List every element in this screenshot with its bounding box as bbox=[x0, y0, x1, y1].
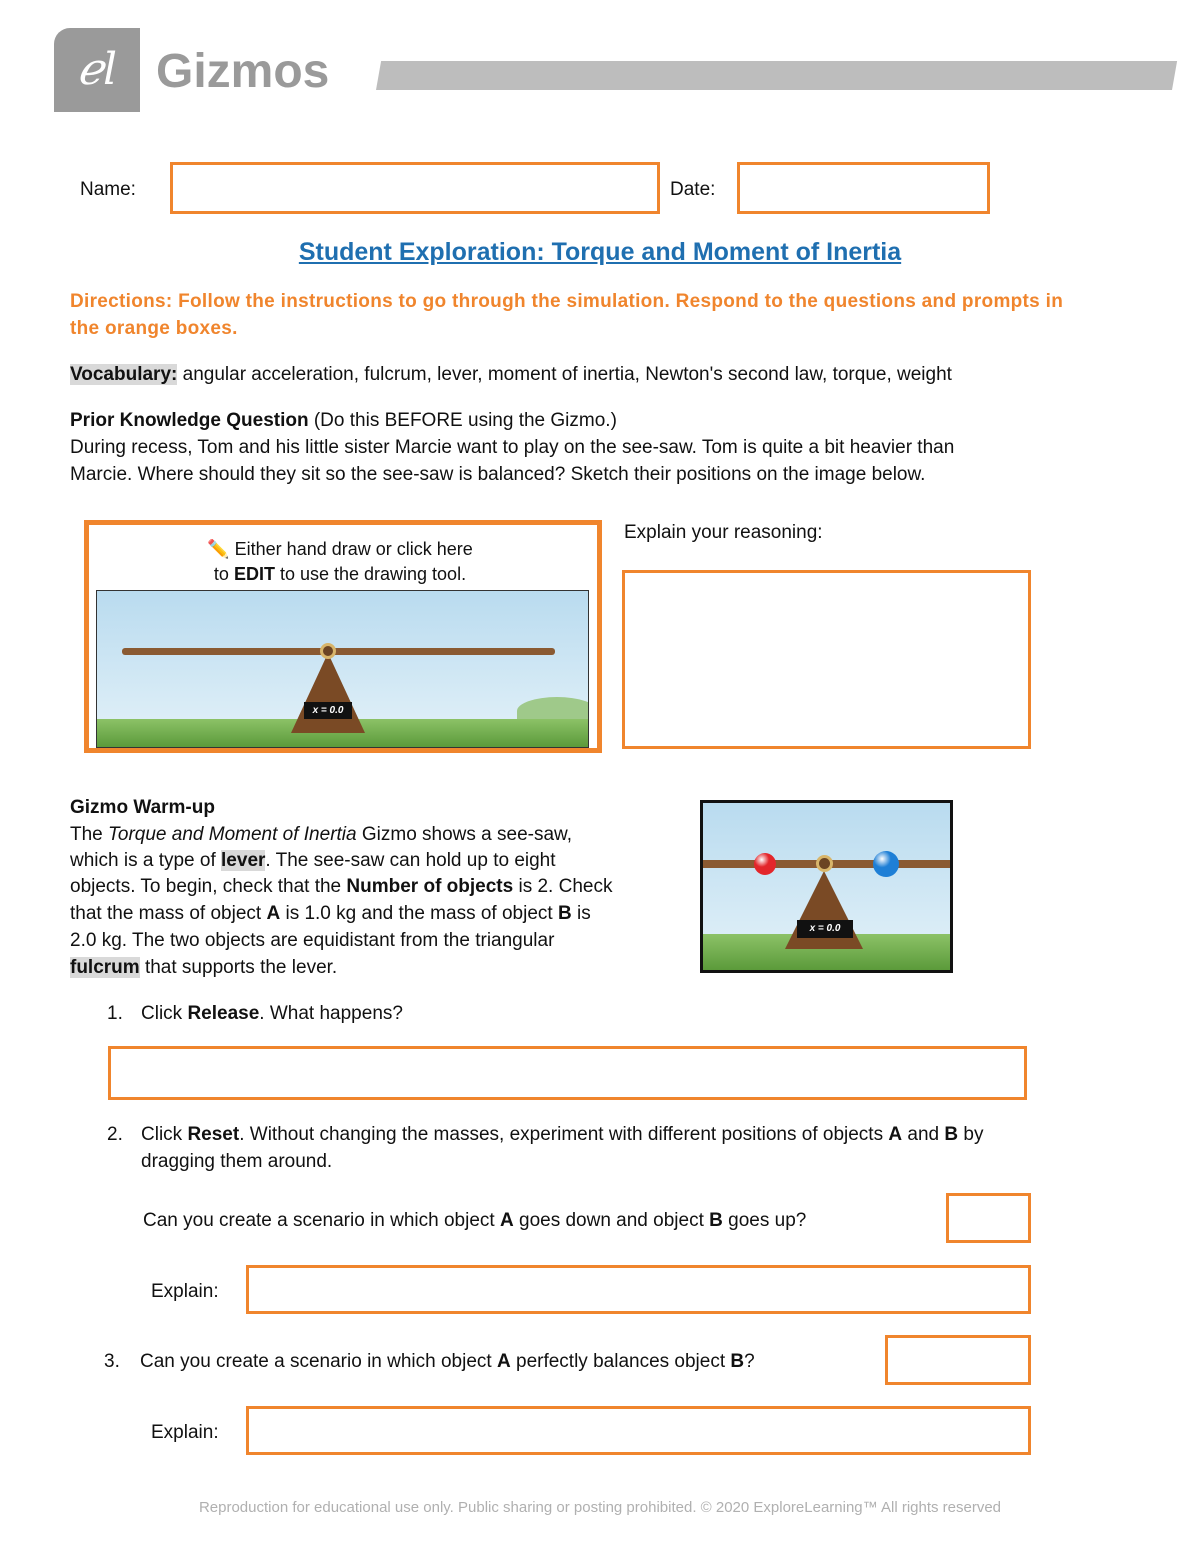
footer-copyright: Reproduction for educational use only. Public sharing or posting prohibited. © 2020 ExploreLearning™ All rights reserved bbox=[198, 1499, 1002, 1516]
question-1-answer-box[interactable] bbox=[108, 1046, 1027, 1100]
release-term: Release bbox=[187, 1003, 260, 1024]
object-b-ball bbox=[873, 851, 899, 877]
logo-mark: ℯl bbox=[76, 44, 118, 95]
question-text: and bbox=[902, 1124, 945, 1145]
object-b: B bbox=[944, 1124, 959, 1145]
date-label: Date: bbox=[670, 179, 716, 200]
pivot bbox=[320, 643, 336, 659]
warmup-line-3 bbox=[70, 874, 612, 900]
page-title: Student Exploration: Torque and Moment of Inertia bbox=[298, 238, 902, 266]
edit-note[interactable] bbox=[90, 537, 590, 587]
prior-knowledge-note: (Do this BEFORE using the Gizmo.) bbox=[313, 410, 617, 431]
object-a-ball bbox=[754, 853, 776, 875]
date-field[interactable] bbox=[737, 162, 990, 214]
question-text: goes down and object bbox=[513, 1210, 710, 1231]
vocabulary-line bbox=[70, 362, 952, 388]
question-2-explain-label: Explain: bbox=[151, 1281, 219, 1302]
name-field[interactable] bbox=[170, 162, 660, 214]
number-of-objects-term: Number of objects bbox=[346, 876, 514, 897]
warmup-line-4 bbox=[70, 901, 591, 927]
warmup-heading bbox=[70, 795, 215, 821]
vocabulary-terms: angular acceleration, fulcrum, lever, moment of inertia, Newton's second law, torque, weight bbox=[182, 364, 952, 385]
reasoning-answer-box[interactable] bbox=[622, 570, 1031, 749]
prior-knowledge-heading: Prior Knowledge Question bbox=[70, 410, 309, 431]
question-3-explain-label: Explain: bbox=[151, 1422, 219, 1443]
warmup-text: is 1.0 kg and the mass of object bbox=[280, 903, 558, 924]
reset-term: Reset bbox=[187, 1124, 240, 1145]
brand-name: Gizmos bbox=[156, 45, 330, 98]
edit-note-line-1: Either hand draw or click here bbox=[234, 539, 473, 559]
directions: Directions: Follow the instructions to go through the simulation. Respond to the questions and prompts in the orange boxes. bbox=[70, 291, 1064, 339]
pencil-icon: ✏️ bbox=[207, 539, 230, 559]
question-1-number: 1. bbox=[107, 1003, 123, 1024]
warmup-text: that the mass of object bbox=[70, 903, 267, 924]
question-text: Can you create a scenario in which object bbox=[140, 1351, 497, 1372]
object-a: A bbox=[888, 1124, 903, 1145]
question-1-text bbox=[141, 1001, 403, 1027]
question-text: Click bbox=[141, 1003, 188, 1024]
question-2-number: 2. bbox=[107, 1124, 123, 1145]
gizmo-screenshot bbox=[700, 800, 953, 973]
warmup-text: is 2. Check bbox=[513, 876, 613, 897]
object-b: B bbox=[709, 1210, 723, 1231]
object-b: B bbox=[557, 903, 572, 924]
object-b: B bbox=[730, 1351, 745, 1372]
warmup-text: The bbox=[70, 824, 109, 845]
lever-beam bbox=[122, 648, 555, 655]
question-text: ? bbox=[744, 1351, 755, 1372]
question-3-text bbox=[140, 1349, 755, 1375]
fulcrum bbox=[291, 653, 365, 733]
warmup-heading-text: Gizmo Warm-up bbox=[70, 797, 215, 818]
question-2-text bbox=[141, 1122, 983, 1148]
question-text: by bbox=[958, 1124, 984, 1145]
name-label: Name: bbox=[80, 179, 136, 200]
object-a: A bbox=[266, 903, 281, 924]
position-readout: x = 0.0 bbox=[797, 920, 853, 938]
question-3-number: 3. bbox=[104, 1351, 120, 1372]
object-a: A bbox=[499, 1210, 514, 1231]
question-3-explain-box[interactable] bbox=[246, 1406, 1031, 1455]
warmup-line-2 bbox=[70, 848, 556, 874]
question-text: Can you create a scenario in which object bbox=[143, 1210, 500, 1231]
term-lever: lever bbox=[221, 850, 266, 871]
header-bar bbox=[376, 61, 1177, 90]
question-2-explain-box[interactable] bbox=[246, 1265, 1031, 1314]
edit-keyword: EDIT bbox=[233, 564, 275, 584]
warmup-text: Gizmo shows a see-saw, bbox=[356, 824, 573, 845]
vocabulary-label: Vocabulary: bbox=[70, 364, 178, 385]
question-text: . What happens? bbox=[259, 1003, 403, 1024]
pivot bbox=[816, 855, 833, 872]
gizmo-name: Torque and Moment of Inertia bbox=[108, 824, 357, 845]
edit-note-post: to use the drawing tool. bbox=[274, 564, 467, 584]
prior-knowledge-line-2: Marcie. Where should they sit so the see-saw is balanced? Sketch their positions on the image below. bbox=[70, 464, 926, 485]
prior-knowledge-heading-line bbox=[70, 408, 617, 434]
warmup-text: objects. To begin, check that the bbox=[70, 876, 347, 897]
question-text: . Without changing the masses, experiment with different positions of objects bbox=[239, 1124, 889, 1145]
warmup-text: which is a type of bbox=[70, 850, 222, 871]
question-2-line-2: dragging them around. bbox=[141, 1151, 333, 1172]
warmup-text: . The see-saw can hold up to eight bbox=[265, 850, 556, 871]
edit-note-pre: to bbox=[213, 564, 234, 584]
warmup-line-1 bbox=[70, 822, 572, 848]
question-text: Click bbox=[141, 1124, 188, 1145]
question-2-subprompt bbox=[143, 1208, 806, 1234]
explain-reasoning-label: Explain your reasoning: bbox=[624, 522, 823, 543]
question-text: perfectly balances object bbox=[510, 1351, 731, 1372]
term-fulcrum: fulcrum bbox=[70, 957, 140, 978]
warmup-text: is bbox=[571, 903, 591, 924]
question-2-yes-no-box[interactable] bbox=[946, 1193, 1031, 1243]
prior-knowledge-line-1: During recess, Tom and his little sister Marcie want to play on the see-saw. Tom is quite a bit heavier than bbox=[70, 437, 955, 458]
warmup-line-5: 2.0 kg. The two objects are equidistant from the triangular bbox=[70, 930, 555, 951]
position-readout: x = 0.0 bbox=[304, 702, 352, 719]
warmup-line-6 bbox=[70, 955, 337, 981]
question-text: goes up? bbox=[722, 1210, 807, 1231]
warmup-text: that supports the lever. bbox=[139, 957, 338, 978]
question-3-yes-no-box[interactable] bbox=[885, 1335, 1031, 1385]
object-a: A bbox=[496, 1351, 511, 1372]
seesaw-sketch-image[interactable] bbox=[96, 590, 589, 748]
